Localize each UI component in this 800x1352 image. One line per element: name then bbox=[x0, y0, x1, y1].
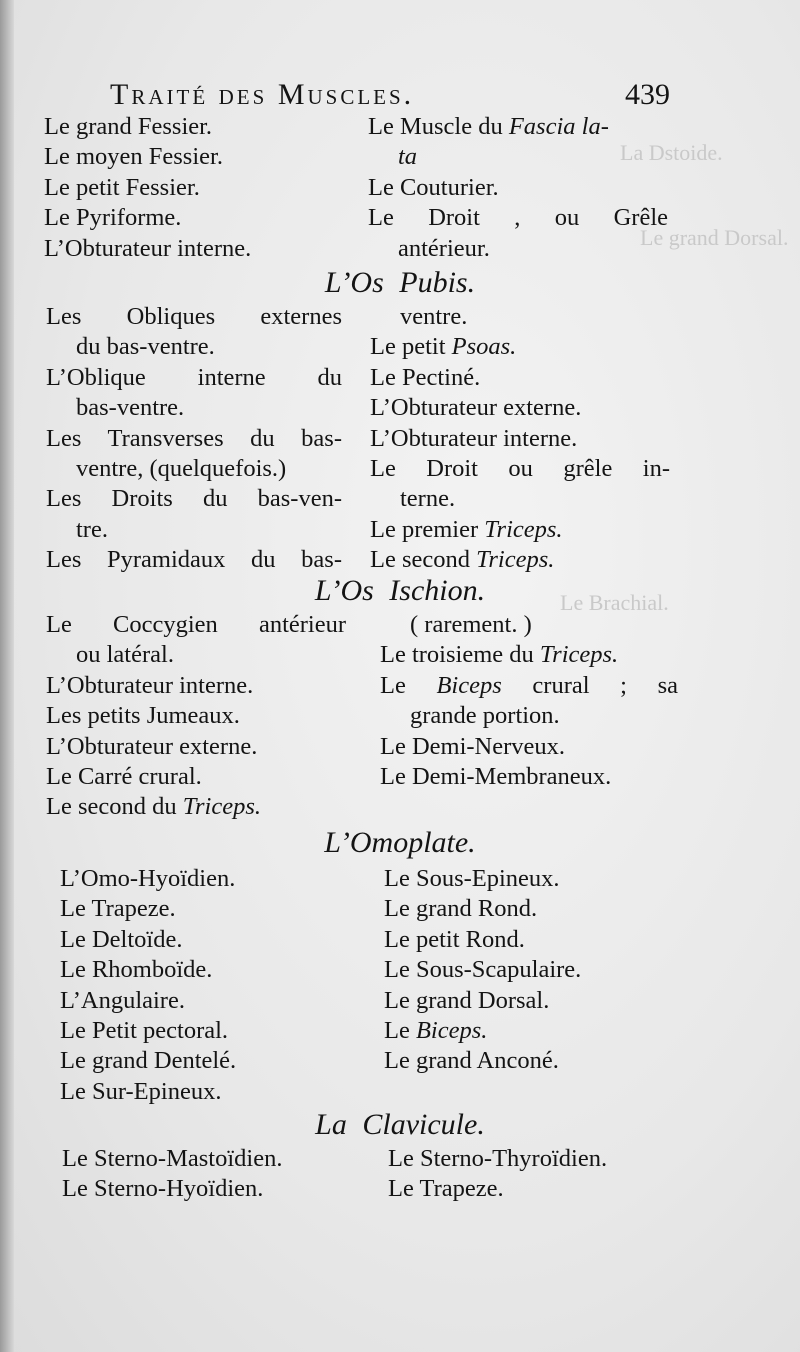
entry: Les Transverses du bas- bbox=[46, 424, 342, 452]
entry: Le grand Rond. bbox=[384, 895, 538, 923]
section-heading-omoplate: L’Omoplate. bbox=[324, 826, 476, 859]
entry: antérieur. bbox=[398, 234, 490, 262]
entry: ou latéral. bbox=[76, 641, 174, 669]
show-through-text: Le Brachial. bbox=[560, 590, 669, 615]
section-heading-ischion: L’Os Ischion. bbox=[314, 574, 486, 607]
entry: Le Sur-Epineux. bbox=[60, 1077, 222, 1105]
entry: Le Sterno-Hyoïdien. bbox=[62, 1175, 264, 1203]
entry: Le Pyriforme. bbox=[44, 204, 182, 232]
entry: tre. bbox=[76, 515, 108, 543]
entry: Le moyen Fessier. bbox=[44, 143, 223, 171]
block2-left-column bbox=[46, 302, 342, 576]
entry: terne. bbox=[400, 485, 456, 513]
entry: Le Sous-Scapulaire. bbox=[384, 956, 582, 984]
entry: Le Droit ou grêle in- bbox=[370, 454, 670, 482]
entry: Le Trapeze. bbox=[60, 895, 176, 923]
entry: Le Sous-Epineux. bbox=[384, 865, 560, 892]
entry: Le grand Fessier. bbox=[44, 113, 213, 140]
block1-left-column bbox=[44, 112, 344, 264]
entry: Le Trapeze. bbox=[388, 1175, 504, 1203]
entry: Le petit Psoas. bbox=[370, 333, 517, 361]
entry: Les Obliques externes bbox=[46, 303, 342, 330]
entry: Le Carré crural. bbox=[46, 762, 202, 790]
show-through-text: Le grand Dorsal. bbox=[640, 225, 789, 250]
entry: Le Droit , ou Grêle bbox=[368, 204, 668, 232]
entry: Le second du Triceps. bbox=[46, 793, 262, 821]
entry: Le petit Fessier. bbox=[44, 173, 200, 201]
block3-left-column bbox=[46, 610, 346, 823]
entry: grande portion. bbox=[410, 702, 560, 730]
entry: Le Demi-Nerveux. bbox=[380, 732, 566, 760]
entry: Les petits Jumeaux. bbox=[46, 702, 240, 730]
entry: Les Droits du bas-ven- bbox=[46, 485, 342, 513]
entry: Le petit Rond. bbox=[384, 925, 525, 953]
entry: Le grand Dentelé. bbox=[60, 1047, 237, 1075]
entry: Le second Triceps. bbox=[370, 546, 555, 574]
entry: L’Obturateur interne. bbox=[44, 234, 252, 262]
entry: Le Biceps crural ; sa bbox=[380, 671, 678, 699]
section-heading-pubis: L’Os Pubis. bbox=[324, 266, 476, 299]
entry: Le grand Dorsal. bbox=[384, 986, 550, 1014]
entry: Le Coccygien antérieur bbox=[46, 611, 346, 638]
entry: ( rarement. ) bbox=[410, 611, 532, 638]
entry: L’Obturateur interne. bbox=[46, 671, 254, 699]
header-title: Traité des Muscles. bbox=[110, 78, 415, 111]
entry: Le Pectiné. bbox=[370, 363, 481, 391]
entry: Le premier Triceps. bbox=[370, 515, 563, 543]
entry: L’Oblique interne du bbox=[46, 363, 342, 391]
page-number: 439 bbox=[625, 78, 670, 111]
entry: Le Petit pectoral. bbox=[60, 1016, 229, 1044]
entry: Le Rhomboïde. bbox=[60, 956, 213, 984]
entry: Le Sterno-Thyroïdien. bbox=[388, 1145, 608, 1172]
entry: L’Omo-Hyoïdien. bbox=[60, 865, 236, 892]
entry: ventre, (quelquefois.) bbox=[76, 454, 287, 482]
block4-left-column bbox=[60, 864, 360, 1107]
entry: Les Pyramidaux du bas- bbox=[46, 546, 342, 574]
entry: Le Deltoïde. bbox=[60, 925, 183, 953]
show-through-text: La Dstoide. bbox=[620, 140, 723, 165]
entry: Le Sterno-Mastoïdien. bbox=[62, 1145, 283, 1172]
block1-right-column bbox=[368, 112, 668, 264]
entry: du bas-ventre. bbox=[76, 333, 215, 361]
entry: L’Angulaire. bbox=[60, 986, 185, 1014]
block2-right-column bbox=[370, 302, 670, 576]
entry: Le troisieme du Triceps. bbox=[380, 641, 619, 669]
entry: Le grand Anconé. bbox=[384, 1047, 559, 1075]
block5-right-column bbox=[388, 1144, 688, 1205]
entry: bas-ventre. bbox=[76, 394, 185, 422]
entry: ventre. bbox=[400, 303, 468, 330]
block4-right-column bbox=[384, 864, 684, 1077]
entry: Le Demi-Membraneux. bbox=[380, 762, 612, 790]
section-heading-clavicule: La Clavicule. bbox=[315, 1108, 485, 1141]
entry: L’Obturateur interne. bbox=[370, 424, 578, 452]
entry: Le Muscle du Fascia la- bbox=[368, 113, 609, 140]
entry: Le Biceps. bbox=[384, 1016, 488, 1044]
entry: L’Obturateur externe. bbox=[370, 394, 582, 422]
block5-left-column bbox=[62, 1144, 362, 1205]
entry: L’Obturateur externe. bbox=[46, 732, 258, 760]
block3-right-column bbox=[380, 610, 678, 792]
entry: Le Couturier. bbox=[368, 173, 499, 201]
page-gutter-shadow bbox=[0, 0, 14, 1352]
entry: ta bbox=[398, 143, 418, 171]
